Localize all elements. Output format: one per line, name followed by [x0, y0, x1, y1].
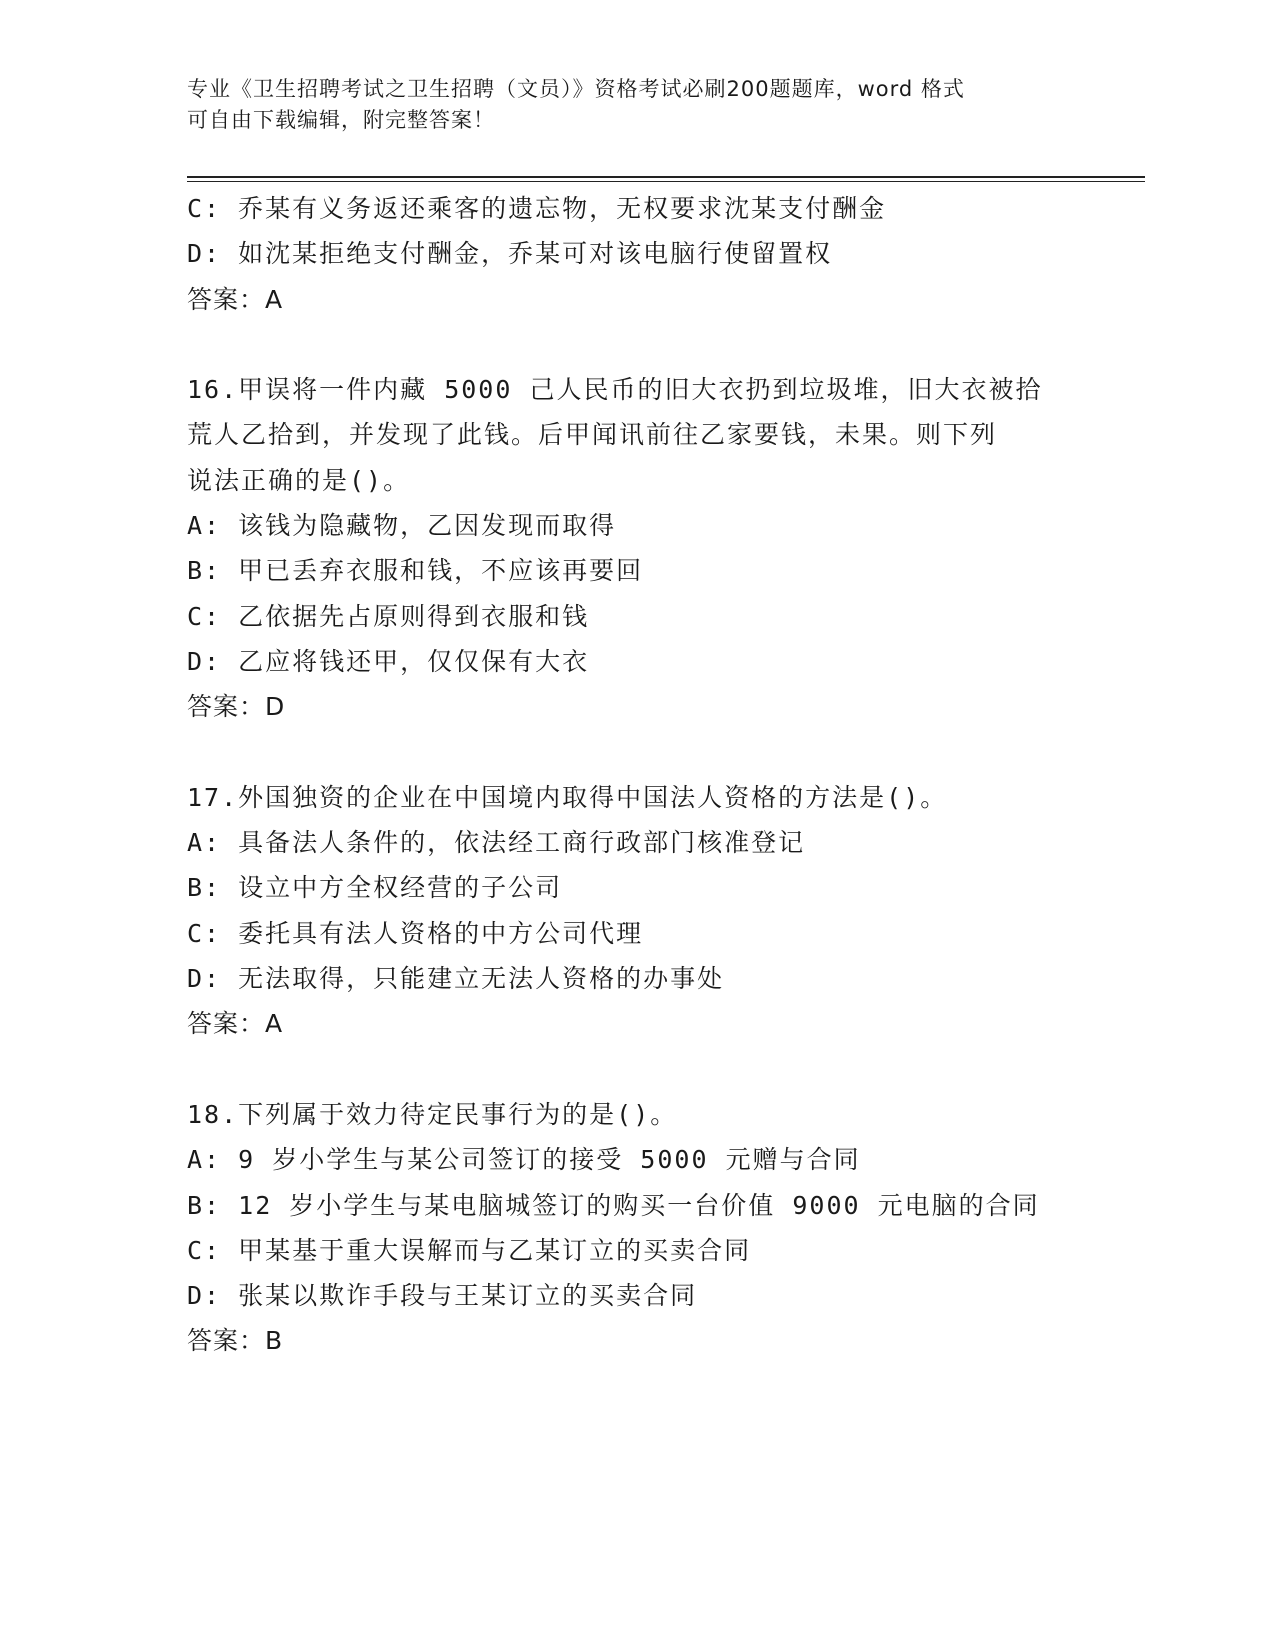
- option-c: C: 乙依据先占原则得到衣服和钱: [187, 601, 590, 631]
- option-a: A: 9 岁小学生与某公司签订的接受 5000 元赠与合同: [187, 1145, 861, 1175]
- option-c: C: 委托具有法人资格的中方公司代理: [187, 918, 644, 948]
- option-d: D: 乙应将钱还甲，仅仅保有大衣: [187, 646, 590, 676]
- question-stem-line: 16.甲误将一件内藏 5000 己人民币的旧大衣扔到垃圾堆，旧大衣被拾: [187, 375, 1043, 405]
- option-b: B: 12 岁小学生与某电脑城签订的购买一台价值 9000 元电脑的合同: [187, 1190, 1040, 1220]
- question-17: [187, 775, 1067, 1047]
- spacer: [187, 1047, 1067, 1092]
- question-16: [187, 367, 1067, 729]
- question-15-continued: [187, 186, 1067, 322]
- spacer: [187, 730, 1067, 775]
- question-stem-line: 17.外国独资的企业在中国境内取得中国法人资格的方法是()。: [187, 782, 948, 812]
- question-18: [187, 1092, 1067, 1364]
- answer-line: 答案：A: [187, 284, 284, 314]
- option-c: C: 乔某有义务返还乘客的遗忘物，无权要求沈某支付酬金: [187, 194, 887, 223]
- question-content: [187, 186, 1067, 1364]
- header-title-line-1: 专业《卫生招聘考试之卫生招聘（文员）》资格考试必刷200题题库，word 格式: [187, 77, 965, 101]
- document-header: [187, 74, 1067, 136]
- option-d: D: 张某以欺诈手段与王某订立的买卖合同: [187, 1281, 698, 1311]
- header-title-line-2: 可自由下载编辑，附完整答案！: [187, 108, 495, 132]
- header-divider-thin: [187, 181, 1145, 182]
- option-d: D: 无法取得，只能建立无法人资格的办事处: [187, 964, 725, 994]
- option-d: D: 如沈某拒绝支付酬金，乔某可对该电脑行使留置权: [187, 239, 833, 269]
- answer-line: 答案：A: [187, 1009, 284, 1039]
- question-stem-line: 18.下列属于效力待定民事行为的是()。: [187, 1099, 678, 1129]
- answer-line: 答案：B: [187, 1326, 284, 1356]
- option-a: A: 具备法人条件的，依法经工商行政部门核准登记: [187, 828, 806, 858]
- option-c: C: 甲某基于重大误解而与乙某订立的买卖合同: [187, 1235, 752, 1265]
- spacer: [187, 322, 1067, 367]
- answer-line: 答案：D: [187, 692, 286, 722]
- option-b: B: 甲已丢弃衣服和钱，不应该再要回: [187, 556, 644, 586]
- question-stem-line: 说法正确的是()。: [187, 465, 411, 495]
- option-b: B: 设立中方全权经营的子公司: [187, 873, 563, 903]
- header-divider-thick: [187, 176, 1145, 178]
- question-stem-line: 荒人乙拾到，并发现了此钱。后甲闻讯前往乙家要钱，未果。则下列: [187, 420, 998, 450]
- option-a: A: 该钱为隐藏物，乙因发现而取得: [187, 511, 617, 541]
